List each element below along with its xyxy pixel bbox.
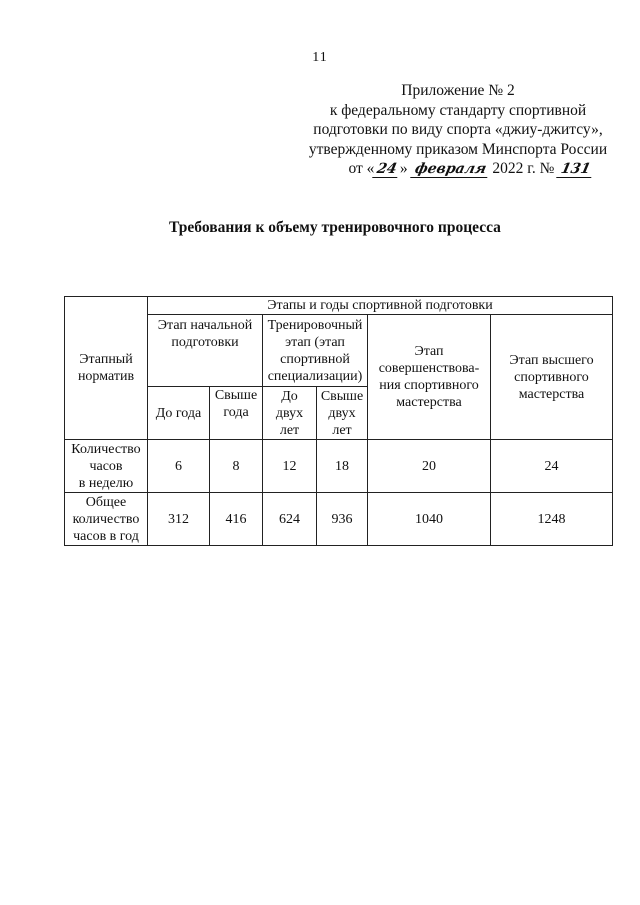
row-label-hours-per-year [65,493,148,546]
sub-header-initial-up-to-year [148,387,210,440]
table-row-hours-per-week [65,440,613,493]
appendix-title: Приложение № 2 [401,82,515,99]
stage-header-line: спортивной [280,351,350,367]
sub-header-training-over-two [317,387,368,440]
table-row-hours-per-year [65,493,613,546]
row-label-line: часов в год [73,528,139,544]
date-year: 2022 г. № [492,160,555,177]
date-day-handwritten: 24 [373,161,402,178]
stage-header-improvement [368,315,491,440]
table-cell: 12 [263,440,317,493]
stage-header-line: мастерства [518,386,585,402]
order-number-handwritten: 131 [556,161,595,178]
appendix-line-standard: к федеральному стандарту спортивной [329,101,587,119]
sub-header-line: лет [279,422,300,438]
stage-header-higher [491,315,613,440]
table-cell: 1040 [368,493,491,546]
table-cell: 624 [263,493,317,546]
sub-header-line: года [223,405,249,420]
table-cell: 1248 [491,493,613,546]
row-label-line: Количество [71,441,141,457]
date-prefix: от « [348,160,375,177]
stage-header-line: спортивного [514,369,589,385]
row-label-line: часов [89,458,123,474]
table-cell: 6 [148,440,210,493]
stage-header-line: Этап [414,344,444,359]
sub-header-line: лет [332,422,352,438]
sub-header-line: До года [155,405,202,421]
stage-header-line: Этап высшего [509,352,594,368]
appendix-header [290,81,626,179]
corner-header-cell [65,297,148,440]
stage-header-line: ния спортивного [379,378,479,393]
stage-header-line: мастерства [396,395,462,410]
stage-header-line: Этап начальной [157,318,253,333]
stage-header-line: специализации) [267,368,363,384]
page-number: 11 [312,50,328,65]
appendix-line-order: утвержденному приказом Минспорта России [308,140,608,158]
table-cell: 18 [317,440,368,493]
sub-header-line: двух [275,405,304,421]
stage-header-line: совершенствова- [378,361,480,376]
sub-header-initial-over-year [210,387,263,440]
row-label-line: количество [72,511,140,527]
date-mid: » [399,160,408,177]
stage-header-initial [148,315,263,387]
document-title: Требования к объему тренировочного процесса [169,219,501,236]
table-cell: 24 [491,440,613,493]
stage-header-line: подготовки [171,335,239,350]
table-cell: 936 [317,493,368,546]
group-header-cell: Этапы и годы спортивной подготовки [148,297,613,315]
table-cell: 312 [148,493,210,546]
sub-header-line: двух [328,405,356,421]
sub-header-line: Свыше [214,388,258,403]
stage-header-training [263,315,368,387]
training-volume-table [64,296,613,546]
row-label-hours-per-week [65,440,148,493]
appendix-date-line [290,159,626,179]
sub-header-line: До [281,388,298,404]
corner-header-line: Этапный [79,352,133,367]
sub-header-line: Свыше [320,388,364,404]
row-label-line: Общее [85,494,127,510]
table-cell: 20 [368,440,491,493]
table-cell: 416 [210,493,263,546]
appendix-line-sport: подготовки по виду спорта «джиу-джитсу», [313,121,603,138]
date-month-handwritten: февраля [410,161,491,178]
corner-header-line: норматив [77,369,135,384]
stage-header-line: этап (этап [285,334,345,350]
table-cell: 8 [210,440,263,493]
sub-header-training-up-to-two [263,387,317,440]
row-label-line: в неделю [78,475,134,491]
stage-header-line: Тренировочный [267,317,363,333]
